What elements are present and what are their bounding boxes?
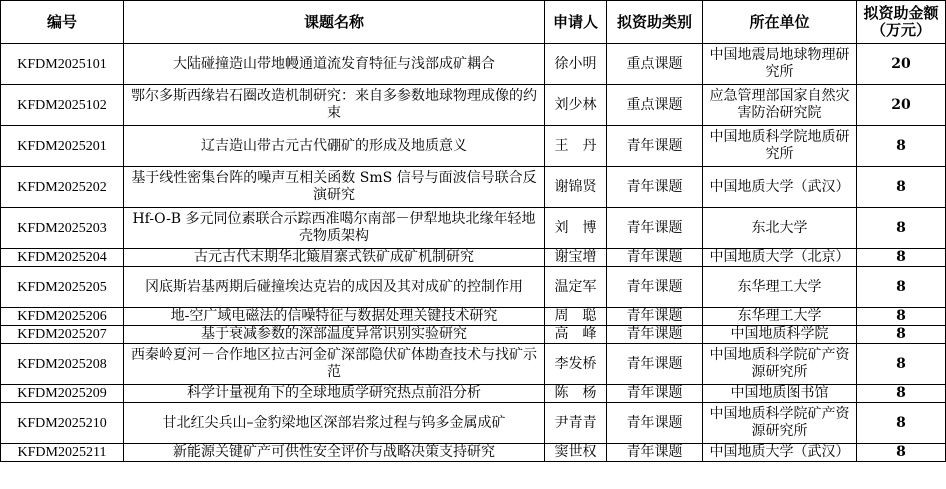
cell-category: 重点课题: [607, 85, 703, 126]
cell-title: 大陆碰撞造山带地幔通道流发育特征与浅部成矿耦合: [124, 44, 545, 85]
cell-category: 重点课题: [607, 44, 703, 85]
table-row: [1, 44, 946, 85]
cell-amount: 8: [857, 267, 946, 308]
cell-applicant: 尹青青: [545, 403, 607, 444]
cell-applicant: 刘少林: [545, 85, 607, 126]
header-category: 拟资助类别: [607, 1, 703, 44]
cell-applicant: 温定军: [545, 267, 607, 308]
cell-applicant: 李发桥: [545, 344, 607, 385]
cell-id: KFDM2025205: [1, 267, 124, 308]
cell-category: 青年课题: [607, 267, 703, 308]
cell-amount: 8: [857, 344, 946, 385]
cell-title: 辽吉造山带古元古代硼矿的形成及地质意义: [124, 126, 545, 167]
cell-applicant: 窦世权: [545, 444, 607, 462]
cell-amount: 8: [857, 126, 946, 167]
cell-amount: 8: [857, 167, 946, 208]
cell-category: 青年课题: [607, 403, 703, 444]
cell-category: 青年课题: [607, 344, 703, 385]
cell-unit: 中国地质图书馆: [703, 385, 857, 403]
table-row: [1, 308, 946, 326]
cell-title: Hf-O-B 多元同位素联合示踪西准噶尔南部－伊犁地块北缘年轻地壳物质架构: [124, 208, 545, 249]
table-row: [1, 126, 946, 167]
table-row: [1, 403, 946, 444]
cell-amount: 8: [857, 326, 946, 344]
cell-category: 青年课题: [607, 167, 703, 208]
cell-id: KFDM2025206: [1, 308, 124, 326]
table-row: [1, 249, 946, 267]
cell-category: 青年课题: [607, 208, 703, 249]
cell-applicant: 刘 博: [545, 208, 607, 249]
cell-applicant: 徐小明: [545, 44, 607, 85]
table-row: [1, 208, 946, 249]
cell-id: KFDM2025202: [1, 167, 124, 208]
table-row: [1, 344, 946, 385]
cell-unit: 应急管理部国家自然灾害防治研究院: [703, 85, 857, 126]
table-row: [1, 267, 946, 308]
cell-unit: 中国地质科学院地质研究所: [703, 126, 857, 167]
cell-title: 西秦岭夏河－合作地区拉古河金矿深部隐伏矿体勘查技术与找矿示范: [124, 344, 545, 385]
cell-title: 新能源关键矿产可供性安全评价与战略决策支持研究: [124, 444, 545, 462]
cell-category: 青年课题: [607, 326, 703, 344]
cell-unit: 中国地质大学（武汉）: [703, 444, 857, 462]
cell-title: 鄂尔多斯西缘岩石圈改造机制研究：来自多参数地球物理成像的约束: [124, 85, 545, 126]
cell-unit: 中国地质科学院: [703, 326, 857, 344]
cell-id: KFDM2025209: [1, 385, 124, 403]
table-header-row: [1, 1, 946, 44]
cell-title: 基于线性密集台阵的噪声互相关函数 SmS 信号与面波信号联合反演研究: [124, 167, 545, 208]
cell-category: 青年课题: [607, 385, 703, 403]
cell-id: KFDM2025102: [1, 85, 124, 126]
cell-id: KFDM2025203: [1, 208, 124, 249]
cell-id: KFDM2025208: [1, 344, 124, 385]
header-applicant: 申请人: [545, 1, 607, 44]
cell-amount: 8: [857, 403, 946, 444]
cell-title: 科学计量视角下的全球地质学研究热点前沿分析: [124, 385, 545, 403]
cell-applicant: 陈 杨: [545, 385, 607, 403]
cell-amount: 8: [857, 385, 946, 403]
cell-id: KFDM2025211: [1, 444, 124, 462]
table-row: [1, 326, 946, 344]
cell-category: 青年课题: [607, 308, 703, 326]
cell-category: 青年课题: [607, 249, 703, 267]
cell-title: 冈底斯岩基两期后碰撞埃达克岩的成因及其对成矿的控制作用: [124, 267, 545, 308]
table-row: [1, 385, 946, 403]
header-unit: 所在单位: [703, 1, 857, 44]
cell-unit: 中国地质科学院矿产资源研究所: [703, 403, 857, 444]
cell-category: 青年课题: [607, 126, 703, 167]
cell-amount: 8: [857, 308, 946, 326]
cell-title: 甘北红尖兵山–金豹梁地区深部岩浆过程与钨多金属成矿: [124, 403, 545, 444]
cell-applicant: 高 峰: [545, 326, 607, 344]
cell-unit: 中国地质科学院矿产资源研究所: [703, 344, 857, 385]
table-row: [1, 444, 946, 462]
cell-id: KFDM2025204: [1, 249, 124, 267]
cell-id: KFDM2025201: [1, 126, 124, 167]
cell-id: KFDM2025101: [1, 44, 124, 85]
cell-id: KFDM2025207: [1, 326, 124, 344]
cell-title: 古元古代末期华北簸眉寨式铁矿成矿机制研究: [124, 249, 545, 267]
cell-title: 地-空广域电磁法的信噪特征与数据处理关键技术研究: [124, 308, 545, 326]
cell-applicant: 谢锦贤: [545, 167, 607, 208]
cell-id: KFDM2025210: [1, 403, 124, 444]
cell-amount: 8: [857, 444, 946, 462]
cell-unit: 东华理工大学: [703, 308, 857, 326]
cell-applicant: 王 丹: [545, 126, 607, 167]
cell-amount: 8: [857, 249, 946, 267]
cell-amount: 20: [857, 44, 946, 85]
cell-amount: 8: [857, 208, 946, 249]
cell-category: 青年课题: [607, 444, 703, 462]
cell-title: 基于衰减参数的深部温度异常识别实验研究: [124, 326, 545, 344]
table-row: [1, 85, 946, 126]
cell-unit: 中国地质大学（武汉）: [703, 167, 857, 208]
table-row: [1, 167, 946, 208]
cell-amount: 20: [857, 85, 946, 126]
cell-unit: 中国地震局地球物理研究所: [703, 44, 857, 85]
cell-applicant: 谢宝增: [545, 249, 607, 267]
cell-unit: 东华理工大学: [703, 267, 857, 308]
cell-unit: 东北大学: [703, 208, 857, 249]
cell-unit: 中国地质大学（北京）: [703, 249, 857, 267]
header-amount: 拟资助金额（万元）: [857, 1, 946, 44]
header-id: 编号: [1, 1, 124, 44]
cell-applicant: 周 聪: [545, 308, 607, 326]
header-title: 课题名称: [124, 1, 545, 44]
